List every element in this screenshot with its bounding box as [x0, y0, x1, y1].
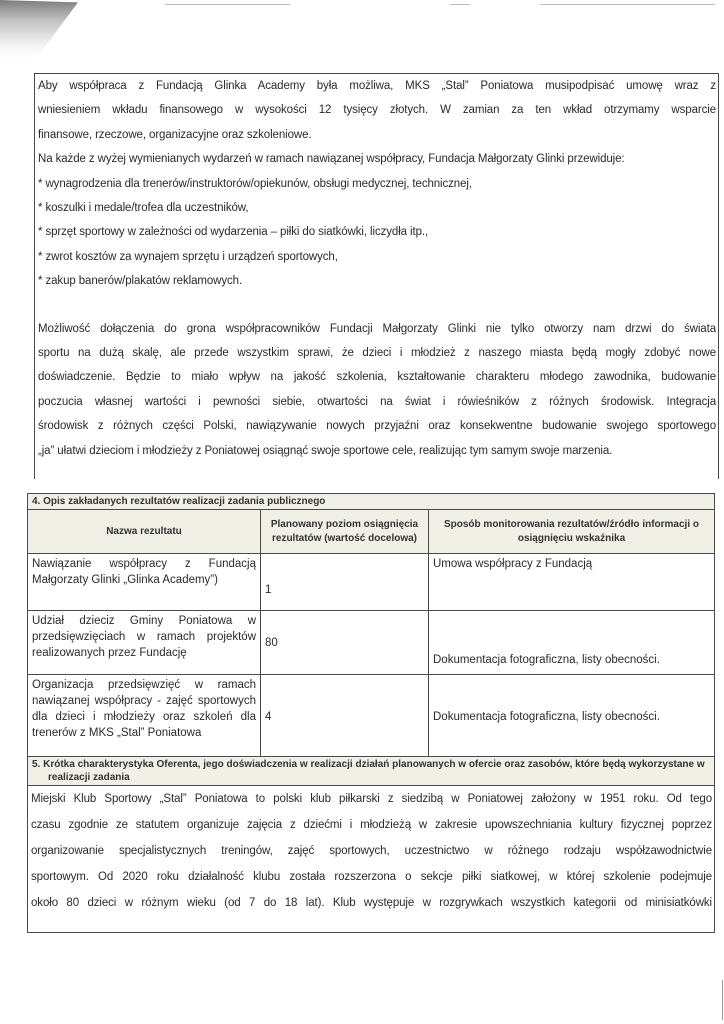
text-line: wniesieniem wkładu finansowego w wysokości 12 tysięcy złotych. W zamian za ten wkład otrzymamy wsparcie: [38, 104, 716, 117]
scan-top-rule: [450, 4, 470, 5]
text-line: „ja” ułatwi dzieciom i młodzieży z Poniatowej osiągnąć swoje sportowe cele, realizując tym samym swoje marzenia.: [38, 444, 613, 457]
table-row: [28, 554, 715, 611]
text-line: Możliwość dołączenia do grona współpracowników Fundacji Małgorzaty Glinki nie tylko otworzy nam drzwi do świata: [38, 322, 716, 335]
text-line: organizowanie specjalistycznych treningów, zajęć sportowych, uczestnictwo w różnego rodzaju współzawodnictwie: [31, 845, 712, 857]
target-value-cell: 4: [261, 675, 429, 759]
text-line: finansowe, rzeczowe, organizacyjne oraz szkoleniowe.: [38, 128, 312, 141]
column-header-monitoring-source: Sposób monitorowania rezultatów/źródło informacji o osiągnięciu wskaźnika: [429, 510, 715, 554]
text-line: doświadczenie. Będzie to miało wpływ na jakość szkolenia, kształtowanie charakteru młodego zawodnika, budowanie: [38, 371, 716, 384]
bullet-item: * wynagrodzenia dla trenerów/instruktorów/opiekunów, obsługi medycznej, technicznej,: [38, 177, 472, 190]
section-5-title: [28, 757, 714, 786]
text-line: Na każde z wyżej wymienianych wydarzeń w ramach nawiązanej współpracy, Fundacja Małgorzaty Glinki przewiduje:: [38, 153, 625, 166]
column-header-target-value: Planowany poziom osiągnięcia rezultatów (wartość docelowa): [261, 510, 429, 554]
project-description-box: [34, 73, 719, 479]
scan-edge-mark: [722, 980, 723, 1020]
scan-top-rule: [165, 4, 290, 5]
benefits-paragraph: [35, 317, 718, 463]
text-line: około 80 dzieci w różnym wieku (od 7 do 18 lat). Klub występuje w rozgrywkach wszystkich kategorii od minisiatkówki: [31, 897, 712, 909]
target-value-cell: 80: [261, 611, 429, 675]
bullet-item: * zwrot kosztów za wynajem sprzętu i urządzeń sportowych,: [38, 250, 338, 263]
text-line: środowisk z różnych części Polski, nawiązywanie nowych przyjaźni oraz konsekwentne budowanie swojego sportowego: [38, 420, 716, 433]
bullet-item: * koszulki i medale/trofea dla uczestników,: [38, 202, 249, 215]
table-row: [28, 611, 715, 675]
bullet-item: * sprzęt sportowy w zależności od wydarzenia – piłki do siatkówki, liczydła itp.,: [38, 226, 429, 239]
funding-bullet-list: [35, 172, 718, 294]
section-5-title-text: 5. Krótka charakterystyka Oferenta, jego doświadczenia w realizacji działań planowanych w ofercie oraz zasobów, które będą wykorzystane w realizacji zadania: [32, 759, 705, 783]
monitoring-source-cell: Dokumentacja fotograficzna, listy obecności.: [429, 611, 715, 675]
monitoring-source-cell: Dokumentacja fotograficzna, listy obecności.: [429, 675, 715, 759]
column-header-result-name: Nazwa rezultatu: [28, 510, 261, 554]
table-row: [28, 675, 715, 759]
text-line: poczucia własnej wartości i pewności siebie, otwartości na świat i rówieśników z różnych środowisk. Integracja: [38, 395, 716, 408]
section-5-offeror-profile: [27, 756, 715, 933]
text-line: Miejski Klub Sportowy „Stal” Poniatowa to polski klub piłkarski z siedzibą w Poniatowej założony w 1951 roku. Od tego: [31, 793, 712, 805]
scan-top-rule: [540, 4, 715, 5]
result-name-cell: Udział dzieciz Gminy Poniatowa w przedsięwzięciach w ramach projektów realizowanych przez Fundację: [28, 611, 261, 675]
results-table: [27, 509, 715, 759]
result-name-cell: Nawiązanie współpracy z Fundacją Małgorzaty Glinki „Glinka Academy”): [28, 554, 261, 611]
bullet-item: * zakup banerów/plakatów reklamowych.: [38, 275, 243, 288]
text-line: sportowym. Od 2020 roku działalność klubu została rozszerzona o sekcje piłki siatkowej, w której szkolenie podejmuje: [31, 871, 712, 883]
section-4-results: [27, 493, 715, 759]
text-line: Aby współpraca z Fundacją Glinka Academy była możliwa, MKS „Stal” Poniatowa musipodpisać umowę wraz z: [38, 80, 716, 92]
result-name-cell: Organizacja przedsięwzięć w ramach nawiązanej współpracy - zajęć sportowych dla dzieci i młodzieży oraz szkoleń dla trenerów z MKS „Stal” Poniatowa: [28, 675, 261, 759]
offeror-description: [28, 786, 714, 916]
text-line: sportu na dużą skalę, ale przede wszystkim sprawi, że dzieci i młodzież z naszego miasta będą mogły zdobyć nowe: [38, 347, 716, 360]
text-line: czasu zgodnie ze statutem organizuje zajęcia z dziećmi i młodzieżą w zakresie upowszechniania kultury fizycznej poprzez: [31, 819, 712, 831]
target-value-cell: 1: [261, 554, 429, 611]
scan-corner-shadow: [0, 0, 78, 60]
section-4-title: 4. Opis zakładanych rezultatów realizacji zadania publicznego: [28, 494, 714, 510]
intro-paragraph: [35, 74, 718, 172]
monitoring-source-cell: Umowa współpracy z Fundacją: [429, 554, 715, 611]
